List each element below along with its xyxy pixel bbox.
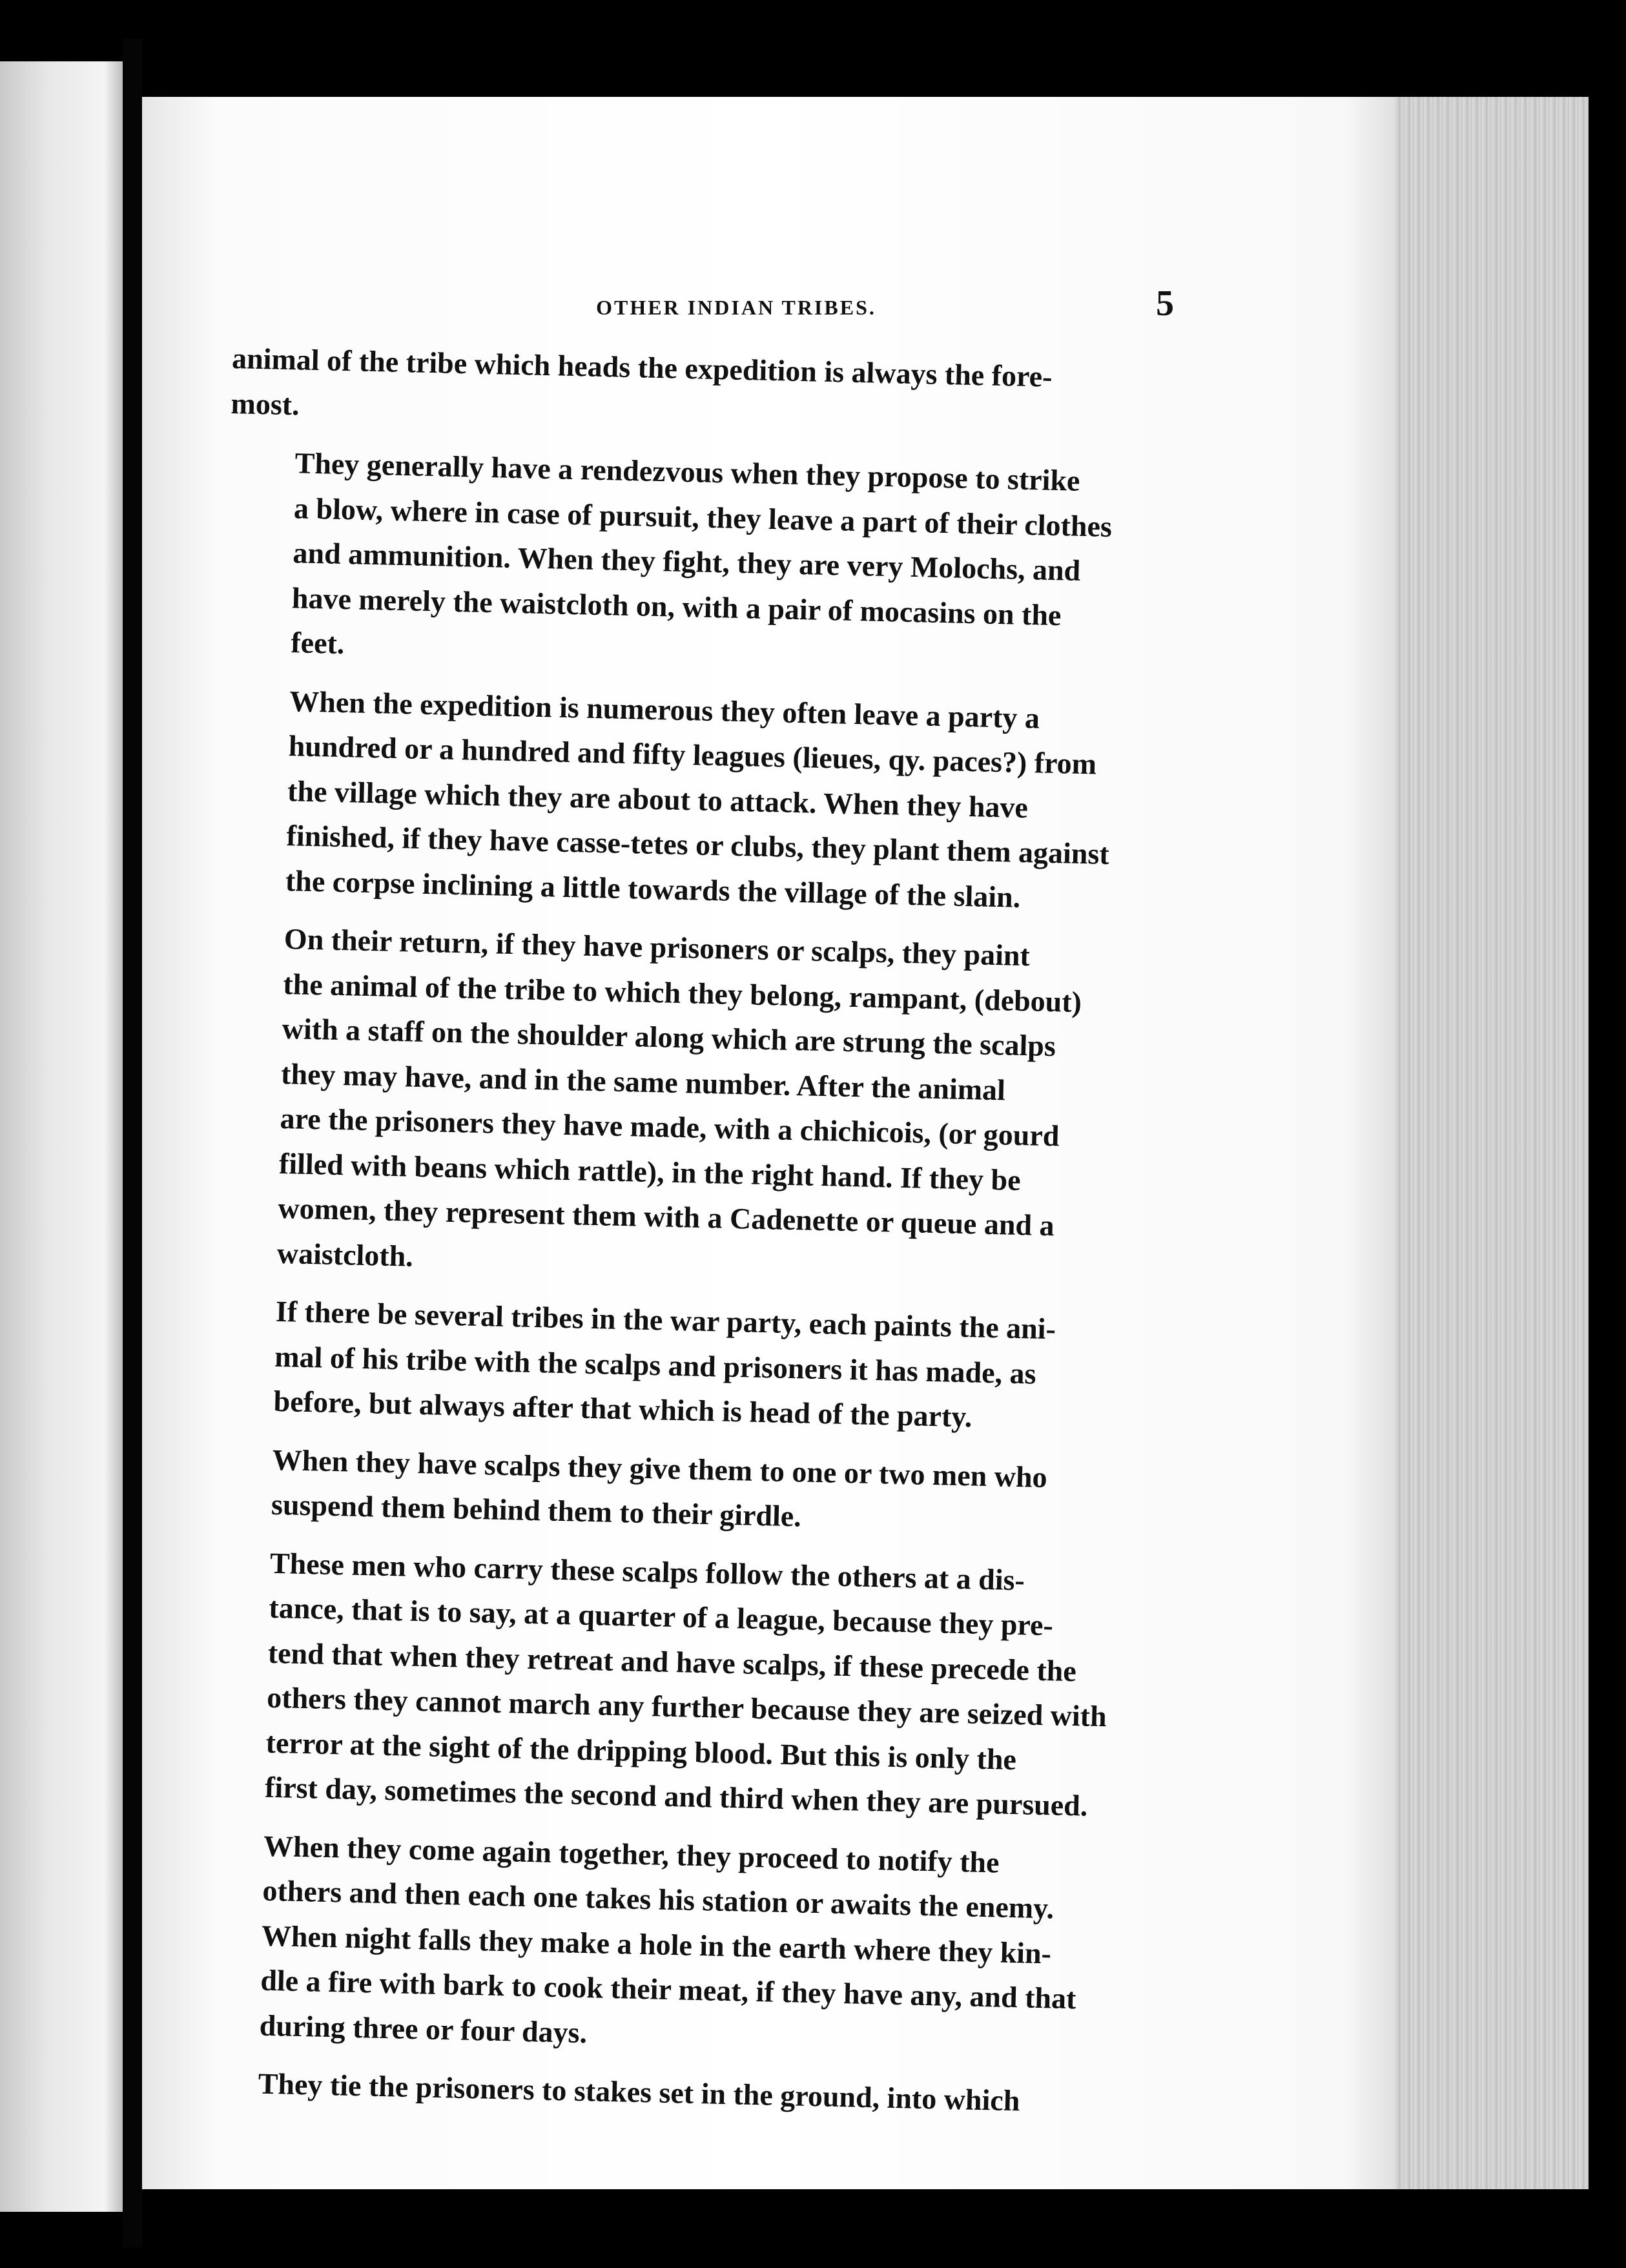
body-text <box>192 336 1168 2139</box>
text-line: have merely the waistcloth on, with a pair of mocasins on the <box>291 581 1062 632</box>
paragraph <box>205 1436 1144 1547</box>
text-line: They generally have a rendezvous when they propose to strike <box>294 446 1081 497</box>
text-line: with a staff on the shoulder along which are strung the scalps <box>282 1012 1056 1063</box>
text-line: feet. <box>290 626 345 661</box>
text-line: If there be several tribes in the war party, each paints the ani- <box>275 1294 1056 1346</box>
text-line: When the expedition is numerous they often leave a party a <box>289 684 1040 735</box>
text-line: hundred or a hundred and fifty leagues (lieues, qy. paces?) from <box>288 729 1097 781</box>
text-line: mal of his tribe with the scalps and prisoners it has made, as <box>274 1339 1037 1390</box>
text-line: tance, that is to say, at a quarter of a league, because they pre- <box>268 1591 1054 1642</box>
text-line: they may have, and in the same number. After the animal <box>280 1057 1006 1106</box>
text-line: When they come again together, they proceed to notify the <box>263 1829 1000 1879</box>
text-line: When they have scalps they give them to one or two men who <box>272 1443 1048 1494</box>
text-line: On their return, if they have prisoners or scalps, they paint <box>283 922 1031 973</box>
text-line: women, they represent them with a Cadenette or queue and a <box>277 1191 1055 1242</box>
page-number: 5 <box>1156 284 1174 324</box>
text-line: a blow, where in case of pursuit, they leave a part of their clothes <box>293 491 1113 543</box>
text-line: the village which they are about to attack. When they have <box>287 774 1029 824</box>
text-line: suspend them behind them to their girdle. <box>271 1487 802 1533</box>
text-line: animal of the tribe which heads the expedition is always the fore- <box>231 341 1053 393</box>
text-line: finished, if they have casse-tetes or clubs, they plant them against <box>286 819 1110 871</box>
text-line: others they cannot march any further because they are seized with <box>266 1680 1107 1733</box>
text-line: the animal of the tribe to which they belong, rampant, (debout) <box>282 967 1082 1018</box>
book-gutter <box>123 39 142 2247</box>
text-line: and ammunition. When they fight, they are very Molochs, and <box>293 536 1081 587</box>
text-line: dle a fire with bark to cook their meat, if they have any, and that <box>260 1963 1076 2015</box>
text-line: first day, sometimes the second and third when they are pursued. <box>264 1770 1088 1822</box>
paragraph <box>194 1822 1135 2067</box>
text-line: When night falls they make a hole in the earth where they kin- <box>261 1919 1052 1970</box>
text-line: terror at the sight of the dripping blood. But this is only the <box>265 1726 1017 1776</box>
text-line: filled with beans which rattle), in the right hand. If they be <box>278 1146 1022 1197</box>
text-line: are the prisoners they have made, with a chichicois, (or gourd <box>280 1101 1060 1153</box>
text-line: before, but always after that which is head of the party. <box>273 1384 973 1434</box>
text-line: waistcloth. <box>276 1236 414 1273</box>
page-block-edges <box>1375 97 1589 2189</box>
paragraph <box>225 439 1166 685</box>
text-line: most. <box>231 386 300 421</box>
text-line: These men who carry these scalps follow the others at a dis- <box>269 1546 1025 1596</box>
paragraph <box>208 1288 1147 1443</box>
text-line: tend that when they retreat and have scalps, if these precede the <box>267 1636 1077 1687</box>
text-line: during three or four days. <box>259 2008 588 2049</box>
text-line: They tie the prisoners to stakes set in the ground, into which <box>258 2067 1020 2118</box>
text-line: others and then each one takes his station or awaits the enemy. <box>262 1873 1055 1925</box>
running-header: OTHER INDIAN TRIBES. <box>596 296 876 319</box>
paragraph <box>199 1539 1141 1830</box>
facing-page-edge <box>0 61 123 2212</box>
paragraph <box>192 2059 1129 2125</box>
paragraph <box>220 677 1161 922</box>
paragraph <box>211 915 1155 1295</box>
text-line: the corpse inclining a little towards the village of the slain. <box>285 863 1021 914</box>
